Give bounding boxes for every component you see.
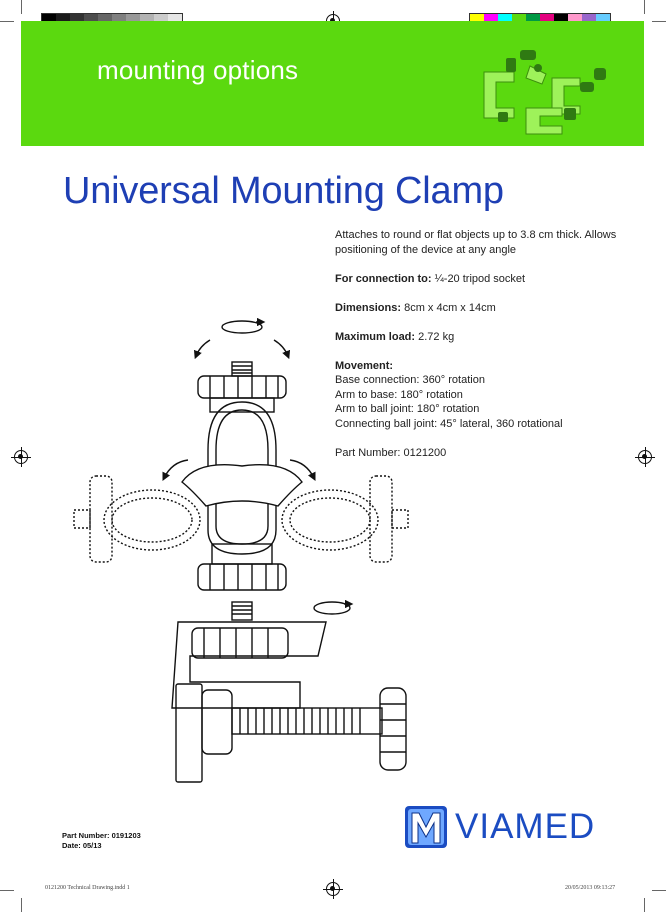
clamp-drawing	[60, 310, 420, 790]
crop-mark	[644, 898, 645, 912]
movement-label: Movement:	[335, 359, 394, 372]
crop-mark	[644, 0, 645, 14]
crop-mark	[652, 21, 666, 22]
connection-label: For connection to:	[335, 272, 432, 285]
section-title: mounting options	[97, 55, 299, 85]
crop-mark	[21, 0, 22, 14]
file-slug: 0121200 Technical Drawing.indd 1	[45, 885, 130, 891]
clamp-photo-illustration	[470, 38, 620, 138]
connection-spec	[335, 272, 635, 287]
max-load-label: Maximum load:	[335, 330, 416, 343]
movement-item: Base connection: 360° rotation	[335, 374, 485, 386]
movement-item: Arm to ball joint: 180° rotation	[335, 403, 480, 415]
footer-part-number: Part Number: 0191203	[62, 831, 141, 840]
connection-value: ¼-20 tripod socket	[431, 272, 526, 285]
movement-item: Arm to base: 180° rotation	[335, 388, 463, 401]
registration-mark-icon	[14, 450, 28, 464]
max-load-value: 2.72 kg	[415, 330, 455, 343]
print-timestamp: 20/05/2013 09:13:27	[565, 885, 616, 891]
dimensions-value: 8cm x 4cm x 14cm	[401, 301, 496, 314]
crop-mark	[0, 890, 14, 891]
part-number: Part Number: 0121200	[335, 446, 447, 459]
registration-mark-icon	[638, 450, 652, 464]
crop-mark	[0, 21, 14, 22]
dimensions-label: Dimensions:	[335, 301, 402, 314]
brand-name: VIAMED	[455, 807, 596, 846]
footer-date: Date: 05/13	[62, 841, 102, 850]
footer-info	[62, 831, 141, 851]
movement-item: Connecting ball joint: 45° lateral, 360 rotational	[335, 417, 563, 430]
crop-mark	[21, 898, 22, 912]
product-description: Attaches to round or flat objects up to 3.8 cm thick. Allows positioning of the device at any angle	[335, 229, 617, 256]
product-title: Universal Mounting Clamp	[63, 170, 504, 212]
crop-mark	[652, 890, 666, 891]
registration-mark-icon	[326, 882, 340, 896]
viamed-logo-icon	[404, 805, 448, 849]
